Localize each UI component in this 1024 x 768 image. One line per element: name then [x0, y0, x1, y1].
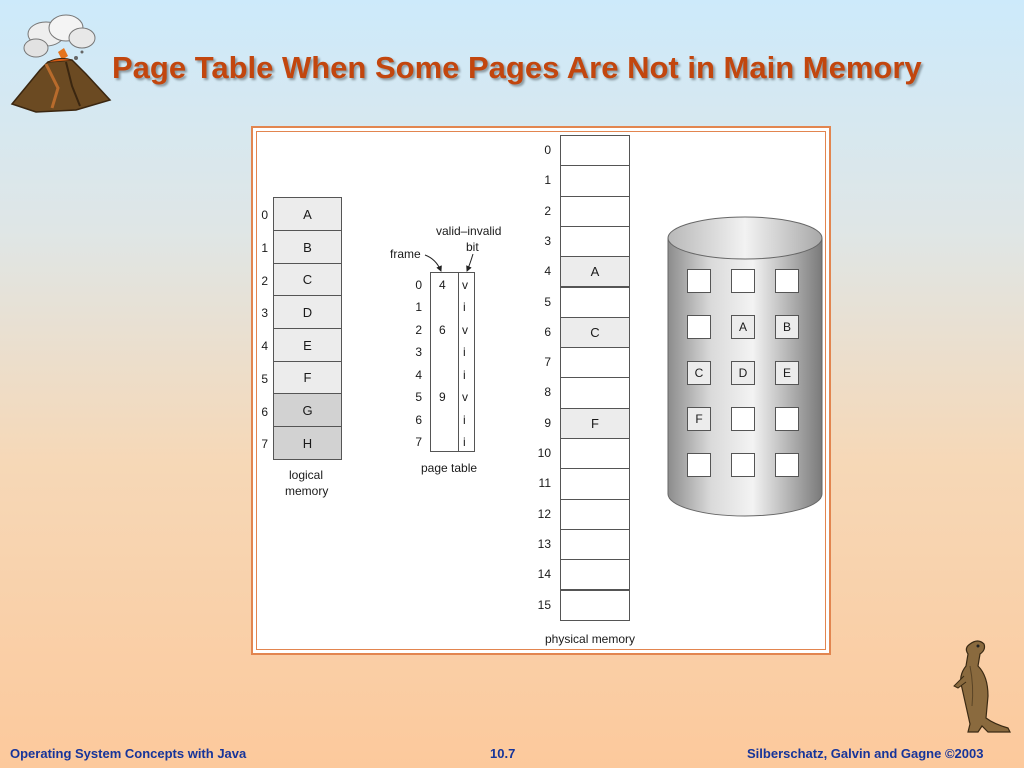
physical-frame-cell: A — [560, 256, 630, 287]
physical-frame-index: 14 — [537, 567, 551, 582]
logical-memory-label: memory — [285, 484, 329, 498]
physical-frame-cell — [560, 529, 630, 560]
logical-page-index: 2 — [261, 274, 268, 288]
physical-frame-cell — [560, 468, 630, 499]
disk-page-box — [775, 407, 799, 431]
logical-page-cell: G — [273, 393, 342, 427]
disk-page-box — [731, 407, 755, 431]
physical-frame-cell — [560, 226, 630, 257]
page-table-index: 1 — [415, 300, 422, 314]
logical-page-cell: B — [273, 230, 342, 264]
physical-frame-index: 7 — [544, 355, 551, 370]
page-table-label: page table — [421, 461, 478, 475]
valid-invalid-bit: v — [462, 278, 468, 292]
disk-page-box: D — [731, 361, 755, 385]
footer-slide-number: 10.7 — [490, 746, 516, 761]
logical-page-cell: H — [273, 426, 342, 460]
disk-page-box — [687, 315, 711, 339]
physical-frame-index: 10 — [537, 446, 551, 460]
logical-page-index: 4 — [261, 339, 268, 353]
logical-page-cell: C — [273, 263, 342, 296]
physical-frame-cell — [560, 438, 630, 469]
logical-page-cell: A — [273, 197, 342, 231]
disk-page-box: F — [687, 407, 711, 431]
physical-frame-index: 1 — [544, 173, 551, 188]
footer-course-title: Operating System Concepts with Java — [10, 746, 247, 761]
physical-frame-cell — [560, 196, 630, 227]
logical-page-cell: D — [273, 295, 342, 329]
page-table-frame: 4 — [439, 278, 446, 292]
logical-page-index: 1 — [261, 241, 268, 255]
demand-paging-diagram — [253, 128, 829, 653]
disk-page-box: A — [731, 315, 755, 339]
page-table-box — [430, 272, 475, 452]
physical-frame-cell — [560, 377, 630, 408]
valid-invalid-bit: i — [463, 300, 466, 314]
physical-frame-cell — [560, 559, 630, 590]
physical-frame-index: 2 — [544, 203, 551, 218]
physical-frame-cell — [560, 287, 630, 318]
dinosaur-icon — [948, 636, 1014, 736]
valid-invalid-bit: i — [463, 413, 466, 427]
logical-memory-label: logical — [289, 468, 324, 482]
physical-frame-index: 8 — [544, 385, 551, 400]
logical-page-index: 3 — [261, 306, 268, 320]
physical-frame-index: 15 — [537, 597, 551, 612]
disk-page-box — [731, 453, 755, 477]
physical-frame-index: 13 — [537, 536, 551, 551]
diagram-frame — [251, 126, 831, 655]
physical-frame-index: 3 — [544, 233, 551, 248]
physical-frame-cell — [560, 165, 630, 196]
page-table-index: 2 — [415, 323, 422, 337]
physical-frame-cell — [560, 347, 630, 378]
valid-invalid-bit: i — [463, 345, 466, 359]
valid-invalid-bit: i — [463, 368, 466, 382]
logical-page-index: 5 — [261, 372, 268, 386]
physical-frame-index: 5 — [544, 294, 551, 309]
valid-invalid-bit: i — [463, 435, 466, 449]
logical-page-index: 0 — [261, 208, 268, 222]
physical-frame-cell — [560, 135, 630, 166]
page-table-index: 6 — [415, 413, 422, 427]
disk-page-box — [687, 269, 711, 293]
volcano-icon — [6, 8, 116, 116]
logical-page-cell: E — [273, 328, 342, 362]
page-table-frame: 6 — [439, 323, 446, 337]
page-table-index: 7 — [415, 435, 422, 449]
valid-invalid-label: bit — [466, 240, 479, 254]
page-table-frame: 9 — [439, 390, 446, 404]
physical-frame-index: 9 — [544, 415, 551, 430]
frame-column-label: frame — [390, 247, 421, 261]
slide-title: Page Table When Some Pages Are Not in Main Memory — [112, 50, 922, 85]
physical-frame-index: 12 — [537, 506, 551, 521]
logical-page-index: 7 — [261, 437, 268, 451]
valid-invalid-bit: v — [462, 390, 468, 404]
physical-frame-cell — [560, 590, 630, 621]
physical-memory-label: physical memory — [545, 632, 636, 646]
physical-frame-cell — [560, 499, 630, 530]
disk-page-box — [775, 269, 799, 293]
disk-page-box: E — [775, 361, 799, 385]
disk-page-box — [775, 453, 799, 477]
logical-page-cell: F — [273, 361, 342, 394]
physical-frame-index: 6 — [544, 324, 551, 339]
valid-invalid-bit: v — [462, 323, 468, 337]
page-table-index: 4 — [415, 368, 422, 382]
physical-frame-index: 4 — [544, 264, 551, 279]
physical-frame-cell: F — [560, 408, 630, 439]
disk-page-box: C — [687, 361, 711, 385]
valid-invalid-label: valid–invalid — [436, 224, 502, 238]
page-table-index: 0 — [415, 278, 422, 292]
disk-page-box — [687, 453, 711, 477]
disk-page-box: B — [775, 315, 799, 339]
page-table-index: 5 — [415, 390, 422, 404]
footer-copyright: Silberschatz, Galvin and Gagne ©2003 — [747, 746, 984, 761]
page-table-index: 3 — [415, 345, 422, 359]
physical-frame-cell: C — [560, 317, 630, 348]
logical-page-index: 6 — [261, 405, 268, 419]
disk-page-box — [731, 269, 755, 293]
physical-frame-index: 0 — [544, 143, 551, 157]
physical-frame-index: 11 — [538, 476, 551, 491]
